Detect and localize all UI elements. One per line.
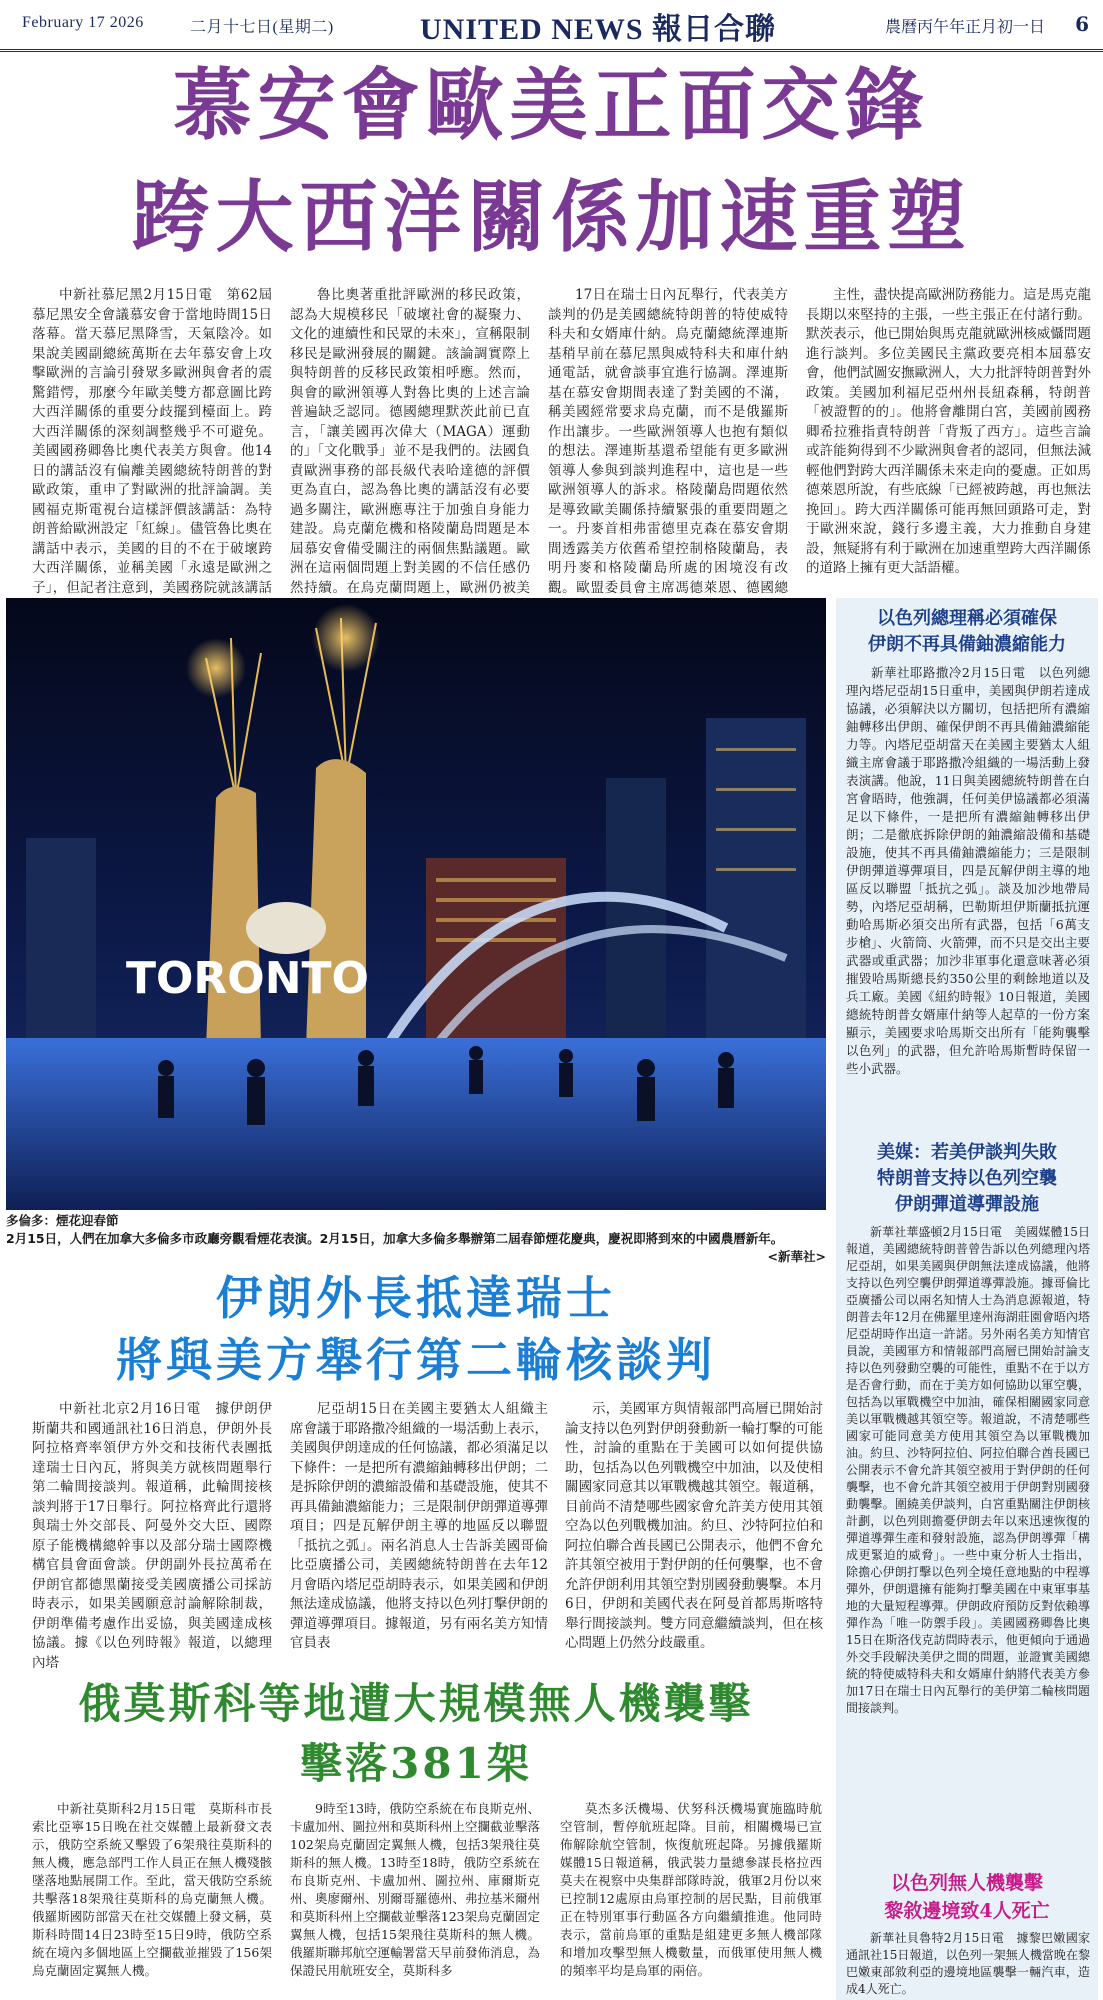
drone-headline-line1: 俄莫斯科等地遭大規模無人機襲擊 (78, 1679, 754, 1728)
drone-story-col3: 莫杰多沃機場、伏努科沃機場實施臨時航空管制，暫停航班起降。目前，相關機場已宣佈解除航空管制，恢復航班起降。另據俄羅斯媒體15日報道稱，俄武裝力量總參謀長格拉西莫夫在視察中央集群部隊時說，俄軍2月份以來已控制12處原由烏軍控制的居民點，目前俄軍正在特別軍事行動區各方向繼續推進。他同時表示，當前烏軍的重點是組建更多無人機部隊和增加攻擊型無人機數量，而俄軍使用無人機的頻率平均是烏軍的兩倍。 (560, 1801, 822, 1978)
sidebar-story3-headline-line2: 黎敘邊境致4人死亡 (884, 1900, 1050, 1922)
drone-story-col2: 9時至13時，俄防空系統在布良斯克州、卡盧加州、圖拉州和莫斯科州上空攔截並擊落102架烏克蘭固定翼無人機，包括3架飛往莫斯科的無人機。13時至18時，俄防空系統在布良斯克州、卡盧加州、圖拉州、庫爾斯克州、奧廖爾州、別爾哥羅德州、弗拉基米爾州和莫斯科州上空攔截並擊落123架烏克蘭固定翼無人機，包括15架飛往莫斯科的無人機。俄羅斯聯邦航空運輸署當天早前發佈消息，為保證民用航班安全，莫斯科多 (290, 1801, 541, 1978)
caption-title: 多倫多：煙花迎春節 (6, 1213, 119, 1228)
masthead-date-zh: 二月十七日(星期二) (190, 19, 334, 36)
sidebar-story1-headline-line1: 以色列總理稱必須確保 (877, 608, 1057, 629)
sidebar-story2-headline-line3: 伊朗彈道導彈設施 (895, 1194, 1039, 1215)
photo-caption (6, 1212, 826, 1266)
lead-story-col3: 17日在瑞士日內瓦舉行，代表美方談判的仍是美國總統特朗普的特使威特科夫和女婿庫什納。烏克蘭總統澤連斯基稍早前在慕尼黑與威特科夫和庫什納通電話，就會談事宜進行協調。澤連斯基在慕安會期間表達了對美國的不滿，稱美國經常要求烏克蘭，而不是俄羅斯作出讓步。一些歐洲領導人也抱有類似的想法。澤連斯基還希望能有更多歐洲領導人參與到談判進程中，這也是一些歐洲領導人的訴求。格陵蘭島問題依然是導致歐美關係持續緊張的重要問題之一。丹麥首相弗雷德里克森在慕安會期間透露美方依舊希望控制格陵蘭島，表明丹麥和格陵蘭島所處的困境沒有改觀。歐盟委員會主席馮德萊恩、德國總 (548, 287, 788, 596)
iran-headline-line1: 伊朗外長抵達瑞士 (216, 1271, 616, 1325)
lead-story-col1: 中新社慕尼黑2月15日電 第62屆慕尼黑安全會議慕安會于當地時間15日落幕。當天慕尼黑降雪，天氣陰冷。如果說美國副總統萬斯在去年慕安會上攻擊歐洲的言論引發眾多歐洲與會者的震驚錯愕，那麼今年歐美雙方都意圖比跨大西洋關係的重要分歧擺到檯面上。跨大西洋關係的深刻調整幾乎不可避免。美國國務卿魯比奧代表美方與會。他14日的講話沒有偏離美國總統特朗普的對歐政策，重申了對歐洲的批評論調。美國福克斯電視台這樣評價該講話：為特朗普給歐洲設定「紅線」。儘管魯比奧在講話中表示，美國的目的不在于破壞跨大西洋關係，並稱美國「永遠是歐洲之子」，但記者注意到，美國務院就該講話 (32, 287, 272, 596)
sidebar-story2-body: 新華社華盛頓2月15日電 美國媒體15日報道，美國總統特朗普曾告訴以色列總理內塔尼亞胡，如果美國與伊朗無法達成協議，他將支持以色列空襲伊朗彈道導彈設施。據哥倫比亞廣播公司以兩名知情人士為消息源報道，特朗普去年12月在佛羅里達州海湖莊園會晤內塔尼亞胡時作出這一許諾。另外兩名美方知情官員說，美國軍方和情報部門高層已開始討論支持以色列發動空襲的可能性，重點不在于以方是否會行動，而在于美方如何協助以軍空襲，包括為以軍戰機空中加油，確保相關國家同意美以軍戰機越其領空等。報道說，不清楚哪些國家可能同意美方使用其領空為以軍戰機加油。約旦、沙特阿拉伯、阿拉伯聯合酋長國已公開表示不會允許其領空被用于對伊朗的任何襲擊，也不會允許其領空被用于伊朗對別國發動襲擊。圍繞美伊談判，白宮重點關注伊朗核計劃，以色列則擔憂伊朗去年以來迅速恢復的彈道導彈生產和發射設施，認為伊朗導彈「構成更緊迫的威脅」。一些中東分析人士指出，除擔心伊朗打擊以色列全境任意地點的中程導彈外，伊朗還擁有能夠打擊美國在中東軍事基地的大量短程導彈。伊朗政府預防反對依賴導彈作為「唯一防禦手段」。美國國務卿魯比奧15日在斯洛伐克訪問時表示，他更傾向于通過外交手段解決美伊之間的問題，並證實美國總統的特使威特科夫和女婿庫什納將代表美方參加17日在瑞士日內瓦舉行的美伊第二輪核問題間接談判。 (846, 1225, 1090, 1715)
masthead (0, 0, 1103, 52)
sidebar-story3-headline-line1: 以色列無人機襲擊 (890, 1872, 1043, 1894)
sidebar-story2-headline-line2: 特朗普支持以色列空襲 (877, 1168, 1057, 1189)
toronto-sign-text: TORONTO (126, 953, 369, 1004)
caption-body: 2月15日，人們在加拿大多倫多市政廳旁觀看煙花表演。2月15日，加拿大多倫多舉辦第二屆春節煙花慶典，慶祝即將到來的中國農曆新年。 (6, 1231, 784, 1246)
sidebar-story2-headline-line1: 美媒：若美伊談判失敗 (877, 1142, 1057, 1163)
sidebar-story3-body: 新華社貝魯特2月15日電 據黎巴嫩國家通訊社15日報道，以色列一架無人機當晚在黎巴嫩東部敘利亞的邊境地區襲擊一輛汽車，造成4人死亡。 (846, 1931, 1090, 1996)
iran-story-col1: 中新社北京2月16日電 據伊朗伊斯蘭共和國通訊社16日消息，伊朗外長阿拉格齊率領伊方外交和技術代表團抵達瑞士日內瓦，將與美方就核問題舉行第二輪間接談判。報道稱，此輪間接核談判將于17日舉行。阿拉格齊此行還將與瑞士外交部長、阿曼外交大臣、國際原子能機構總幹事以及部分瑞士國際機構官員會面會談。伊朗副外長拉萬希在伊朗官都德黑蘭接受美國廣播公司採訪時表示，如果美國願意討論解除制裁，伊朗準備考慮作出妥協，與美國達成核協議。據《以色列時報》報道，以總理內塔 (32, 1401, 272, 1671)
caption-source: <新華社> (767, 1249, 826, 1264)
lead-headline-line1: 慕安會歐美正面交鋒 (173, 60, 930, 151)
masthead-date-en: February 17 2026 (22, 14, 144, 31)
toronto-fireworks-photo (6, 598, 826, 1210)
sidebar-story1-headline-line2: 伊朗不再具備鈾濃縮能力 (868, 634, 1066, 655)
sidebar-story1-body: 新華社耶路撒冷2月15日電 以色列總理內塔尼亞胡15日重申，美國與伊朗若達成協議，必須解決以方關切，包括把所有濃縮鈾轉移出伊朗、確保伊朗不再具備鈾濃縮能力等。內塔尼亞胡當天在美國主要猶太人組織主席會議于耶路撒冷組織的一場活動上發表演講。他說，11日與美國總統特朗普在白宮會晤時，他強調，任何美伊協議都必須滿足以下條件，一是把所有濃縮鈾轉移出伊朗；二是徹底拆除伊朗的鈾濃縮設備和基礎設施，使其不再具備鈾濃縮能力；三是限制伊朗彈道導彈項目，四是瓦解伊朗主導的地區反以聯盟「抵抗之弧」。談及加沙地帶局勢，內塔尼亞胡稱，巴勒斯坦伊斯蘭抵抗運動哈馬斯必須交出所有武器，包括「6萬支步槍」、火箭筒、火箭彈，而不只是交出主要武器或重武器；加沙非軍事化還意味著必須摧毀哈馬斯總長約350公里的剩餘地道以及兵工廠。美國《紐約時報》10日報道，美國總統特朗普女婿庫什納等人起草的一份方案顯示，美國要求哈馬斯交出所有「能夠襲擊以色列」的武器，但允許哈馬斯暫時保留一些小武器。 (846, 665, 1090, 1076)
drone-story-col1: 中新社莫斯科2月15日電 莫斯科市長索比亞寧15日晚在社交媒體上最新發文表示，俄防空系統又擊毀了6架飛往莫斯科的無人機，應急部門工作人員正在無人機殘骸墜落地點展開工作。至此，當天俄防空系統共擊落18架飛往莫斯科的烏克蘭無人機。俄羅斯國防部當天在社交媒體上發文稱，莫斯科時間14日23時至15日9時，俄防空系統在境內多個地區上空攔截並摧毀了156架烏克蘭固定翼無人機。 (32, 1801, 272, 1978)
lead-story-col4: 主性，盡快提高歐洲防務能力。這是馬克龍長期以來堅持的主張，一些主張正在付諸行動。默茨表示，他已開始與馬克龍就歐洲核威懾問題進行談判。多位美國民主黨政要亮相本屆慕安會，他們試圖安撫歐洲人，大力批評特朗普對外政策。美國加利福尼亞州州長紐森稱，特朗普「被證暫的的」。他將會離開白宮，美國前國務卿希拉雅指責特朗普「背叛了西方」。這些言論或許能夠得到不少歐洲與會者的認同，但無法減輕他們對跨大西洋關係未來走向的憂慮。正如馬德萊恩所說，有些底線「已經被跨越，再也無法挽回」。跨大西洋關係可能再無回頭路可走，對于歐洲來說，錢行多邊主義，大力推動自身建設，無疑將有利于歐洲在加速重塑跨大西洋關係的道路上擁有更大話語權。 (806, 287, 1091, 576)
iran-story-col2: 尼亞胡15日在美國主要猶太人組織主席會議于耶路撒冷組織的一場活動上表示，美國與伊朗達成的任何協議，都必須滿足以下條件：一是把所有濃縮鈾轉移出伊朗；二是拆除伊朗的濃縮設備和基礎設施，使其不再具備鈾濃縮能力；三是限制伊朗彈道導彈項目；四是瓦解伊朗主導的地區反以聯盟「抵抗之弧」。兩名消息人士告訴美國哥倫比亞廣播公司，美國總統特朗普在去年12月會晤內塔尼亞胡時表示，如果美國和伊朗無法達成協議，他將支持以色列打擊伊朗的彈道導彈項目。據報道，另有兩名美方知情官員表 (290, 1401, 548, 1651)
masthead-page-number: 6 (1075, 12, 1089, 36)
drone-headline-line2: 擊落381架 (300, 1739, 532, 1788)
iran-headline-line2: 將與美方舉行第二輪核談判 (116, 1333, 716, 1387)
iran-story-col3: 示，美國軍方與情報部門高層已開始討論支持以色列對伊朗發動新一輪打擊的可能性，討論的重點在于美國可以如何提供協助，包括為以色列戰機空中加油，以及使相關國家同意其以軍戰機越其領空。報道稱，目前尚不清楚哪些國家會允許美方使用其領空為以色列戰機加油。約旦、沙特阿拉伯和阿拉伯聯合酋長國已公開表示，他們不會允許其領空被用于對伊朗的任何襲擊，也不會允許伊朗利用其領空對別國發動襲擊。本月6日，伊朗和美國代表在阿曼首都馬斯喀特舉行間接談判。雙方同意繼續談判，但在核心問題上仍然分歧嚴重。 (565, 1401, 823, 1651)
lead-headline-line2: 跨大西洋關係加速重塑 (131, 172, 972, 263)
masthead-paper-name: UNITED NEWS 報日合聯 (420, 13, 777, 46)
lead-story-col2: 魯比奧著重批評歐洲的移民政策，認為大規模移民「破壞社會的凝聚力、文化的連續性和民眾的未來」，宣稱限制移民是歐洲發展的關鍵。該論調實際上與特朗普的反移民政策相呼應。然而，與會的歐洲領導人對魯比奧的上述言論普遍缺乏認同。德國總理默茨此前已直言，「讓美國再次偉大（MAGA）運動的」「文化戰爭」並不是我們的。法國負責歐洲事務的部長級代表哈達德的評價更為直白，認為魯比奧的講話沒有必要過多關注，歐洲應專注于加強自身能力建設。烏克蘭危機和格陵蘭島問題是本屆慕安會備受關注的兩個焦點議題。歐洲在這兩個問題上對美國的不信任感仍然持續。在烏克蘭問題上，歐洲仍被美 (290, 287, 530, 596)
masthead-lunar-date: 農曆丙午年正月初一日 (884, 19, 1045, 36)
